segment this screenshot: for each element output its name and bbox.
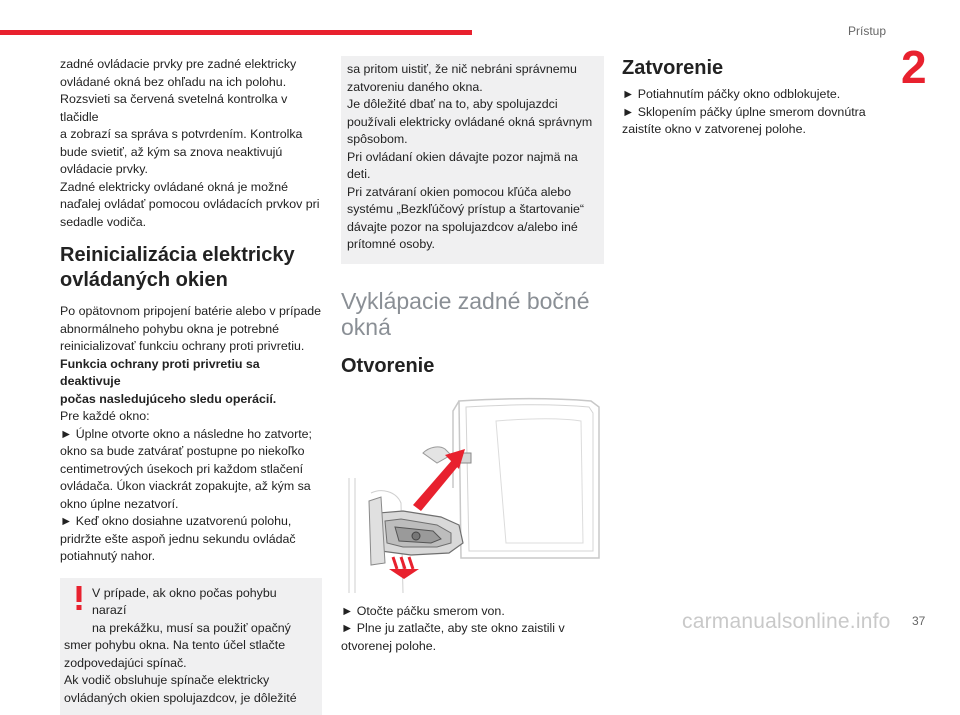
text-line: Po opätovnom pripojení batérie alebo v prípade (60, 303, 322, 321)
warning-line: Ak vodič obsluhuje spínače elektricky (60, 672, 312, 690)
column-left (60, 56, 322, 715)
text-line: zadné ovládacie prvky pre zadné elektricky (60, 56, 322, 74)
info-line: deti. (347, 166, 594, 184)
closing-instructions (622, 86, 872, 139)
header-accent-bar (0, 30, 472, 35)
warning-line: smer pohybu okna. Na tento účel stlačte (60, 637, 312, 655)
text-line: naďalej ovládať pomocou ovládacích prvkov pri (60, 196, 322, 214)
rear-window-latch-illustration (341, 393, 604, 593)
text-line: ► Keď okno dosiahne uzatvorenú polohu, (60, 513, 322, 531)
info-line: Je dôležité dbať na to, aby spolujazdci (347, 96, 594, 114)
text-line: abnormálneho pohybu okna je potrebné (60, 321, 322, 339)
intro-paragraph (60, 56, 322, 231)
text-line: potiahnutý nahor. (60, 548, 322, 566)
latch-illustration-svg (341, 393, 604, 593)
text-line: Pre každé okno: (60, 408, 322, 426)
text-line: ► Plne ju zatlačte, aby ste okno zaistili v (341, 620, 604, 638)
heading-line: Reinicializácia elektricky (60, 244, 295, 266)
info-line: Pri ovládaní okien dávajte pozor najmä na (347, 149, 594, 167)
text-line: bude svietiť, až kým sa znova neaktivujú (60, 144, 322, 162)
warning-line: zodpovedajúci spínač. (60, 655, 312, 673)
section-title-rear-windows (341, 288, 604, 340)
text-line: okno úplne nezatvorí. (60, 496, 322, 514)
chapter-number: 2 (901, 40, 927, 94)
text-line: sedadle vodiča. (60, 214, 322, 232)
text-line: zaistíte okno v zatvorenej polohe. (622, 121, 872, 139)
section-heading-reinit (60, 243, 322, 293)
text-line: centimetrových úsekoch pri každom stlačení (60, 461, 322, 479)
watermark: carmanualsonline.info (682, 610, 891, 634)
opening-instructions (341, 603, 604, 656)
warning-box-continued (341, 56, 604, 264)
heading-line: ovládaných okien (60, 269, 228, 291)
info-line: Pri zatváraní okien pomocou kľúča alebo (347, 184, 594, 202)
text-line: ovládača. Úkon viackrát zopakujte, až kým sa (60, 478, 322, 496)
info-line: systému „Bezkľúčový prístup a štartovanie“ (347, 201, 594, 219)
title-line: Vyklápacie zadné bočné (341, 288, 590, 314)
text-line: ovládacie prvky. (60, 161, 322, 179)
section-name: Prístup (848, 24, 886, 38)
info-line: spôsobom. (347, 131, 594, 149)
text-line: Rozsvieti sa červená svetelná kontrolka v tlačidle (60, 91, 322, 126)
warning-line: ovládaných okien spolujazdcov, je dôležité (60, 690, 312, 708)
heading-closing: Zatvorenie (622, 56, 872, 81)
info-line: sa pritom uistiť, že nič nebráni správnemu (347, 61, 594, 79)
warning-line: na prekážku, musí sa použiť opačný (60, 620, 312, 638)
text-line: ovládané okná bez ohľadu na ich polohu. (60, 74, 322, 92)
text-line: okno sa bude zatvárať postupne po niekoľko (60, 443, 322, 461)
info-line: používali elektricky ovládané okná správnym (347, 114, 594, 132)
text-line: a zobrazí sa správa s potvrdením. Kontrolka (60, 126, 322, 144)
text-line: pridržte ešte aspoň jednu sekundu ovládač (60, 531, 322, 549)
column-right (622, 56, 872, 139)
text-line: ► Úplne otvorte okno a následne ho zatvorte; (60, 426, 322, 444)
exclamation-icon (74, 586, 84, 610)
warning-line: V prípade, ak okno počas pohybu narazí (60, 585, 312, 620)
heading-opening: Otvorenie (341, 354, 604, 379)
title-line: okná (341, 314, 391, 340)
bold-line: počas nasledujúceho sledu operácií. (60, 391, 322, 409)
text-line: ► Potiahnutím páčky okno odblokujete. (622, 86, 872, 104)
text-line: otvorenej polohe. (341, 638, 604, 656)
reinit-paragraph (60, 303, 322, 566)
info-line: prítomné osoby. (347, 236, 594, 254)
info-line: dávajte pozor na spolujazdcov a/alebo iné (347, 219, 594, 237)
text-line: reinicializovať funkciu ochrany proti privretiu. (60, 338, 322, 356)
warning-box (60, 578, 322, 715)
text-line: ► Sklopením páčky úplne smerom dovnútra (622, 104, 872, 122)
text-line: ► Otočte páčku smerom von. (341, 603, 604, 621)
page-number: 37 (912, 614, 925, 628)
bold-line: Funkcia ochrany proti privretiu sa deaktivuje (60, 356, 322, 391)
info-line: zatvoreniu daného okna. (347, 79, 594, 97)
text-line: Zadné elektricky ovládané okná je možné (60, 179, 322, 197)
column-middle (341, 56, 604, 655)
